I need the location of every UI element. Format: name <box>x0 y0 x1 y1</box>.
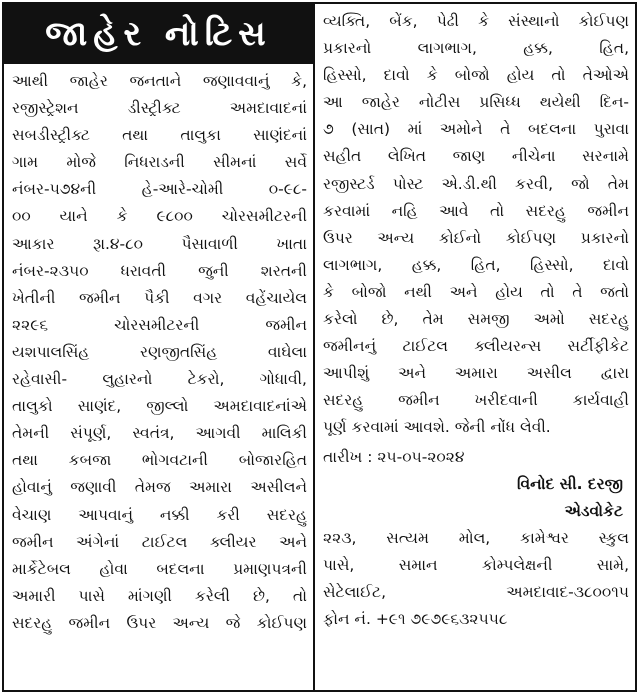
text-line: સબડીસ્ટ્રીક્ટ તથા તાલુકા સાણંદનાં <box>12 126 307 145</box>
text-line: પ્રકારનો લાગભાગ, હક્ક, હિત, <box>323 39 629 58</box>
left-body-text <box>4 64 313 637</box>
text-line: યશપાલસિંહ રણજીતસિંહ વાઘેલા <box>12 342 307 361</box>
text-line: આથી જાહેર જનતાને જણાવવાનું કે, <box>12 72 307 90</box>
text-line: તાલુકો સાણંદ, જીલ્લો અમદાવાદનાંએ <box>12 397 307 416</box>
text-line: ફોન નં. +૯૧ ૭૯૭૯૬૩૨૫૫૮ <box>323 610 508 629</box>
text-line: રજીસ્ટર્ડ પોસ્ટ એ.ડી.થી કરવી, જો તેમ <box>323 174 629 193</box>
text-line: તેમની સંપૂર્ણ, સ્વતંત્ર, આગવી માલિકી <box>12 424 307 443</box>
text-line: વ્યક્તિ, બેંક, પેઢી કે સંસ્થાનો કોઈપણ <box>323 12 629 30</box>
text-line: તથા કબજા ભોગવટાની બોજારહિત <box>12 451 307 470</box>
text-line: માર્કેટેબલ હોવા બદલના પ્રમાણપત્રની <box>12 559 307 578</box>
text-line: હોવાનું જણાવી તેમજ અમારા અસીલને <box>12 478 307 497</box>
text-line: જમીનનું ટાઈટલ ક્લીયરન્સ સર્ટીફીકેટ <box>323 337 629 356</box>
text-line: કે બોજો નથી અને હોય તો તે જતો <box>323 282 629 301</box>
text-line: કરવામાં નહિ આવે તો સદરહુ જમીન <box>323 201 629 220</box>
left-column <box>4 4 313 637</box>
notice-title: જાહેર નોટિસ <box>4 4 313 64</box>
text-line: સેટેલાઈટ, અમદાવાદ-૩૮૦૦૧૫ <box>323 582 629 601</box>
text-line: આપીશું અને અમારા અસીલ દ્વારા <box>323 364 629 383</box>
advocate-title: એડવોકેટ <box>564 501 623 520</box>
notice-date: તારીખ : ૨૫-૦૫-૨૦૨૪ <box>323 447 465 466</box>
text-line: નંબર-૨૩૫૦ ધરાવતી જુની શરતની <box>12 261 307 280</box>
advocate-name: વિનોદ સી. દરજી <box>517 474 623 493</box>
text-line: ખેતીની જમીન પૈકી વગર વહેંચાયેલ <box>12 288 307 307</box>
text-line: સદરહુ જમીન ઉપર અન્ય જે કોઈપણ <box>12 613 307 632</box>
text-line: આ જાહેર નોટીસ પ્રસિધ્ધ થયેથી દિન- <box>323 93 629 112</box>
text-line: નંબર-૫૭૪ની હે-આરે-ચોમી ૦-૯૮- <box>12 180 307 199</box>
text-line: રહેવાસી- લુહારનો ટેકરો, ગોધાવી, <box>12 370 307 389</box>
text-line: ૭ (સાત) માં અમોને તે બદલના પુરાવા <box>323 120 629 139</box>
text-line: અમારી પાસે માંગણી કરેલી છે, તો <box>12 586 307 605</box>
text-line: રજીસ્ટ્રેશન ડીસ્ટ્રીક્ટ અમદાવાદનાં <box>12 99 307 118</box>
text-line: ૨૨૯૬ ચોરસમીટરની જમીન <box>12 315 307 334</box>
text-line: હિસ્સો, દાવો કે બોજો હોય તો તેઓએ <box>323 66 629 85</box>
text-line: ગામ મોજે નિધરાડની સીમનાં સર્વે <box>12 153 307 172</box>
right-body <box>315 4 635 633</box>
text-line: ઉપર અન્ય કોઈનો કોઈપણ પ્રકારનો <box>323 228 629 247</box>
text-line: આકાર રૂા.૪-૮૦ પૈસાવાળી ખાતા <box>12 234 307 253</box>
text-line: પાસે, સમાન કોમ્પલેક્ષની સામે, <box>323 555 629 574</box>
text-line: લાગભાગ, હક્ક, હિત, હિસ્સો, દાવો <box>323 255 629 274</box>
text-line: સહીત લેખિત જાણ નીચેના સરનામે <box>323 147 629 166</box>
text-line: કરેલો છે, તેમ સમજી અમો સદરહુ <box>323 310 629 329</box>
advocate-address <box>323 525 629 633</box>
text-line: વેચાણ આપવાનું નક્કી કરી સદરહુ <box>12 505 307 524</box>
right-column <box>315 4 635 633</box>
text-line: ૨૨૩, સત્યમ મોલ, કામેશ્વર સ્કુલ <box>323 528 629 547</box>
text-line: ૦૦ યાને કે ૯૮૦૦ ચોરસમીટરની <box>12 207 307 226</box>
text-line: પૂર્ણ કરવામાં આવશે. જેની નોંધ લેવી. <box>323 418 551 437</box>
notice-page <box>2 2 637 692</box>
text-line: જમીન અંગેનાં ટાઈટલ ક્લીયર અને <box>12 532 307 551</box>
text-line: સદરહુ જમીન ખરીદવાની કાર્યવાહી <box>323 391 629 410</box>
right-body-text <box>323 8 629 442</box>
